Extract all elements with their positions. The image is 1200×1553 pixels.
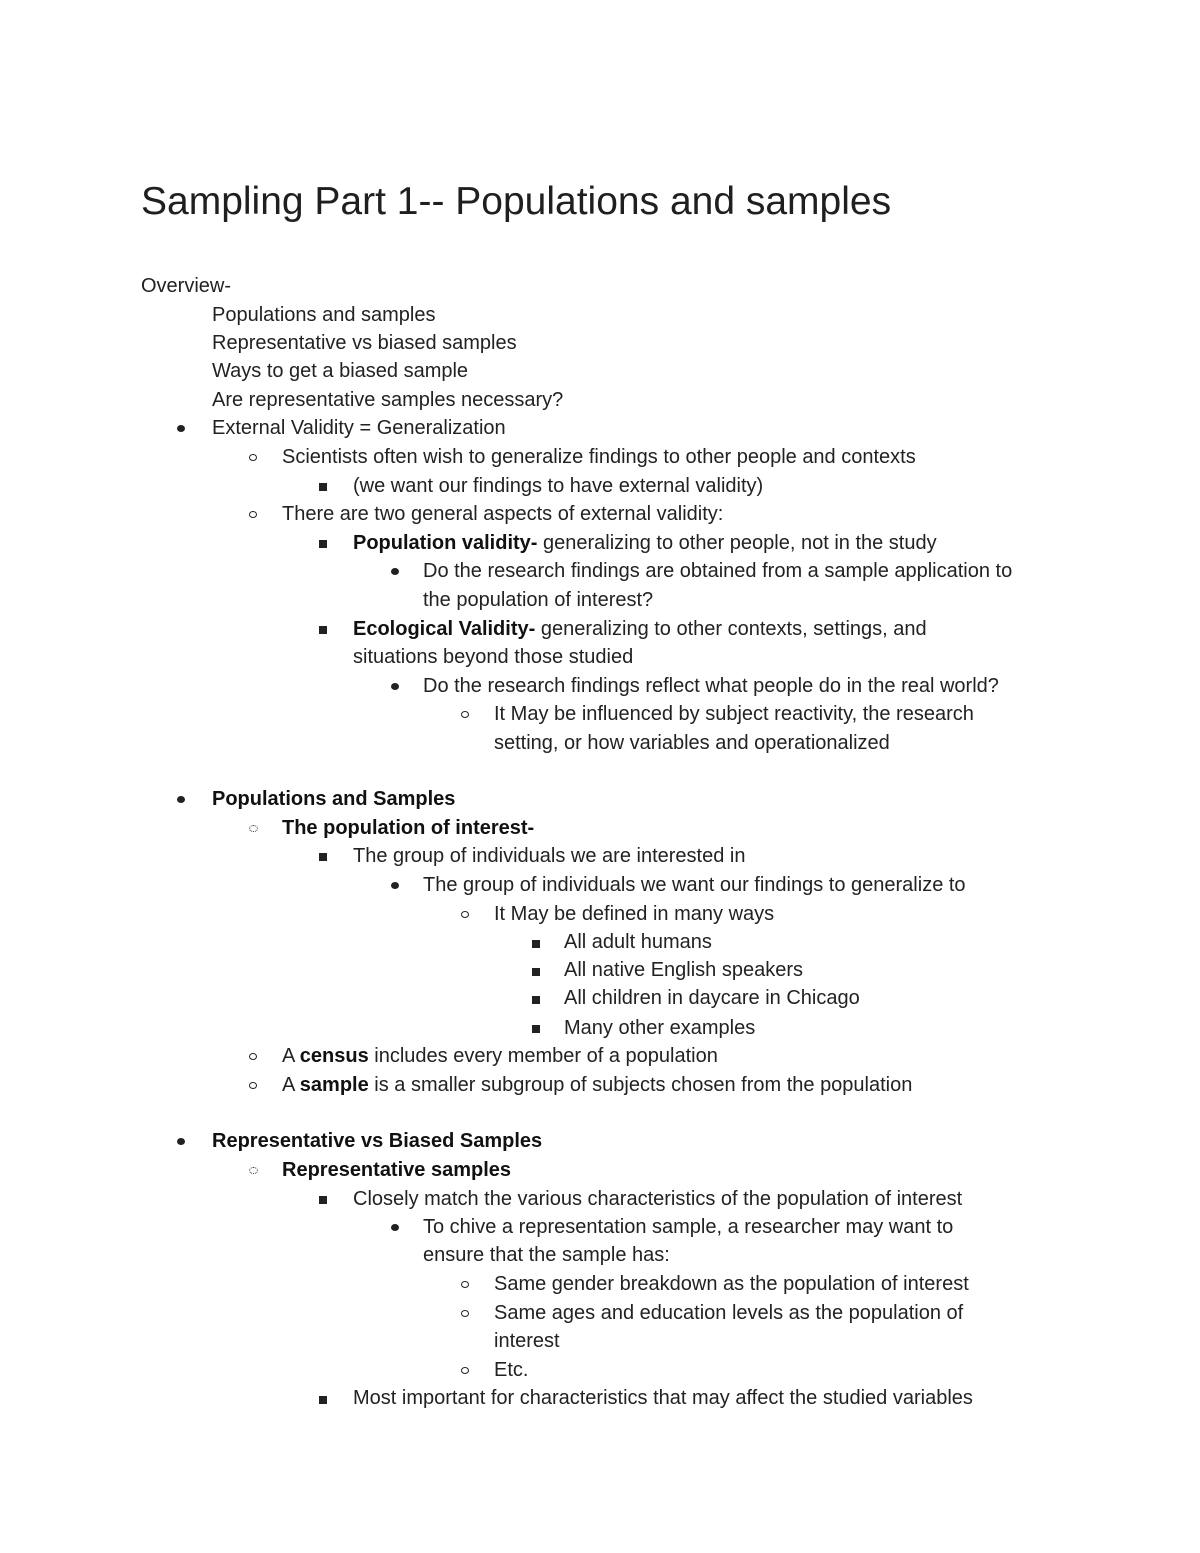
example-item: Many other examples [564, 1017, 756, 1039]
overview-item: Are representative samples necessary? [212, 389, 564, 411]
population-of-interest-heading: The population of interest- [282, 817, 535, 839]
example-item: All adult humans [564, 931, 712, 953]
ecological-validity-note-cont: setting, or how variables and operationalized [494, 732, 890, 754]
circle-bullet-icon [461, 711, 469, 718]
ecological-validity-text: generalizing to other contexts, settings, and [535, 618, 927, 640]
square-bullet-icon [319, 626, 327, 634]
census-line: A census includes every member of a population [282, 1045, 718, 1067]
example-item: All children in daycare in Chicago [564, 987, 860, 1009]
disc-bullet-icon [391, 568, 399, 575]
example-item: All native English speakers [564, 959, 804, 981]
square-bullet-icon [319, 1196, 327, 1204]
external-validity-point: There are two general aspects of external validity: [282, 503, 724, 525]
population-validity-question: Do the research findings are obtained from a sample application to [423, 560, 1013, 582]
defined-line: It May be defined in many ways [494, 903, 775, 925]
square-bullet-icon [319, 853, 327, 861]
page-title: Sampling Part 1-- Populations and samples [141, 180, 892, 223]
circle-bullet-icon [249, 1082, 257, 1089]
disc-bullet-icon [391, 683, 399, 690]
circle-bullet-icon [461, 911, 469, 918]
population-validity-question-cont: the population of interest? [423, 589, 654, 611]
representative-biased-heading: Representative vs Biased Samples [212, 1130, 543, 1152]
ecological-validity-line-cont: situations beyond those studied [353, 646, 634, 668]
circle-bullet-icon [461, 1367, 469, 1374]
square-bullet-icon [532, 1025, 540, 1033]
overview-item: Ways to get a biased sample [212, 360, 469, 382]
sample-line: A sample is a smaller subgroup of subjects chosen from the population [282, 1074, 913, 1096]
square-bullet-icon [532, 940, 540, 948]
population-validity-label: Population validity- [353, 532, 538, 554]
circle-bullet-icon [461, 1281, 469, 1288]
circle-bullet-icon [461, 1310, 469, 1317]
overview-item: Representative vs biased samples [212, 332, 517, 354]
external-validity-heading: External Validity = Generalization [212, 417, 506, 439]
dotted-circle-bullet-icon [249, 1167, 258, 1174]
circle-bullet-icon [249, 511, 257, 518]
overview-heading: Overview- [141, 275, 232, 297]
criteria-item-cont: interest [494, 1330, 560, 1352]
dotted-circle-bullet-icon [249, 825, 258, 832]
representative-samples-heading: Representative samples [282, 1159, 512, 1181]
circle-bullet-icon [249, 1053, 257, 1060]
criteria-item: Etc. [494, 1359, 529, 1381]
disc-bullet-icon [177, 425, 185, 432]
square-bullet-icon [532, 968, 540, 976]
population-validity-line [353, 529, 937, 557]
population-validity-text: generalizing to other people, not in the study [537, 532, 937, 554]
disc-bullet-icon [391, 882, 399, 889]
ecological-validity-label: Ecological Validity- [353, 618, 536, 640]
square-bullet-icon [532, 996, 540, 1004]
disc-bullet-icon [177, 1138, 185, 1145]
square-bullet-icon [319, 540, 327, 548]
sample-term: sample [299, 1074, 369, 1096]
ecological-validity-line [353, 615, 927, 643]
group-sub-line: The group of individuals we want our findings to generalize to [423, 874, 966, 896]
external-validity-point: Scientists often wish to generalize findings to other people and contexts [282, 446, 916, 468]
match-line: Closely match the various characteristics of the population of interest [353, 1188, 963, 1210]
most-important-line: Most important for characteristics that may affect the studied variables [353, 1387, 973, 1409]
overview-item: Populations and samples [212, 304, 436, 326]
criteria-item: Same ages and education levels as the population of [494, 1302, 964, 1324]
census-term: census [299, 1045, 369, 1067]
square-bullet-icon [319, 1396, 327, 1404]
ecological-validity-note: It May be influenced by subject reactivity, the research [494, 703, 974, 725]
external-validity-subpoint: (we want our findings to have external validity) [353, 475, 764, 497]
circle-bullet-icon [249, 454, 257, 461]
square-bullet-icon [319, 483, 327, 491]
achieve-line-cont: ensure that the sample has: [423, 1244, 670, 1266]
disc-bullet-icon [177, 796, 185, 803]
achieve-line: To chive a representation sample, a researcher may want to [423, 1216, 954, 1238]
disc-bullet-icon [391, 1224, 399, 1231]
criteria-item: Same gender breakdown as the population of interest [494, 1273, 969, 1295]
populations-samples-heading: Populations and Samples [212, 788, 456, 810]
group-line: The group of individuals we are interested in [353, 845, 746, 867]
ecological-validity-question: Do the research findings reflect what people do in the real world? [423, 675, 999, 697]
